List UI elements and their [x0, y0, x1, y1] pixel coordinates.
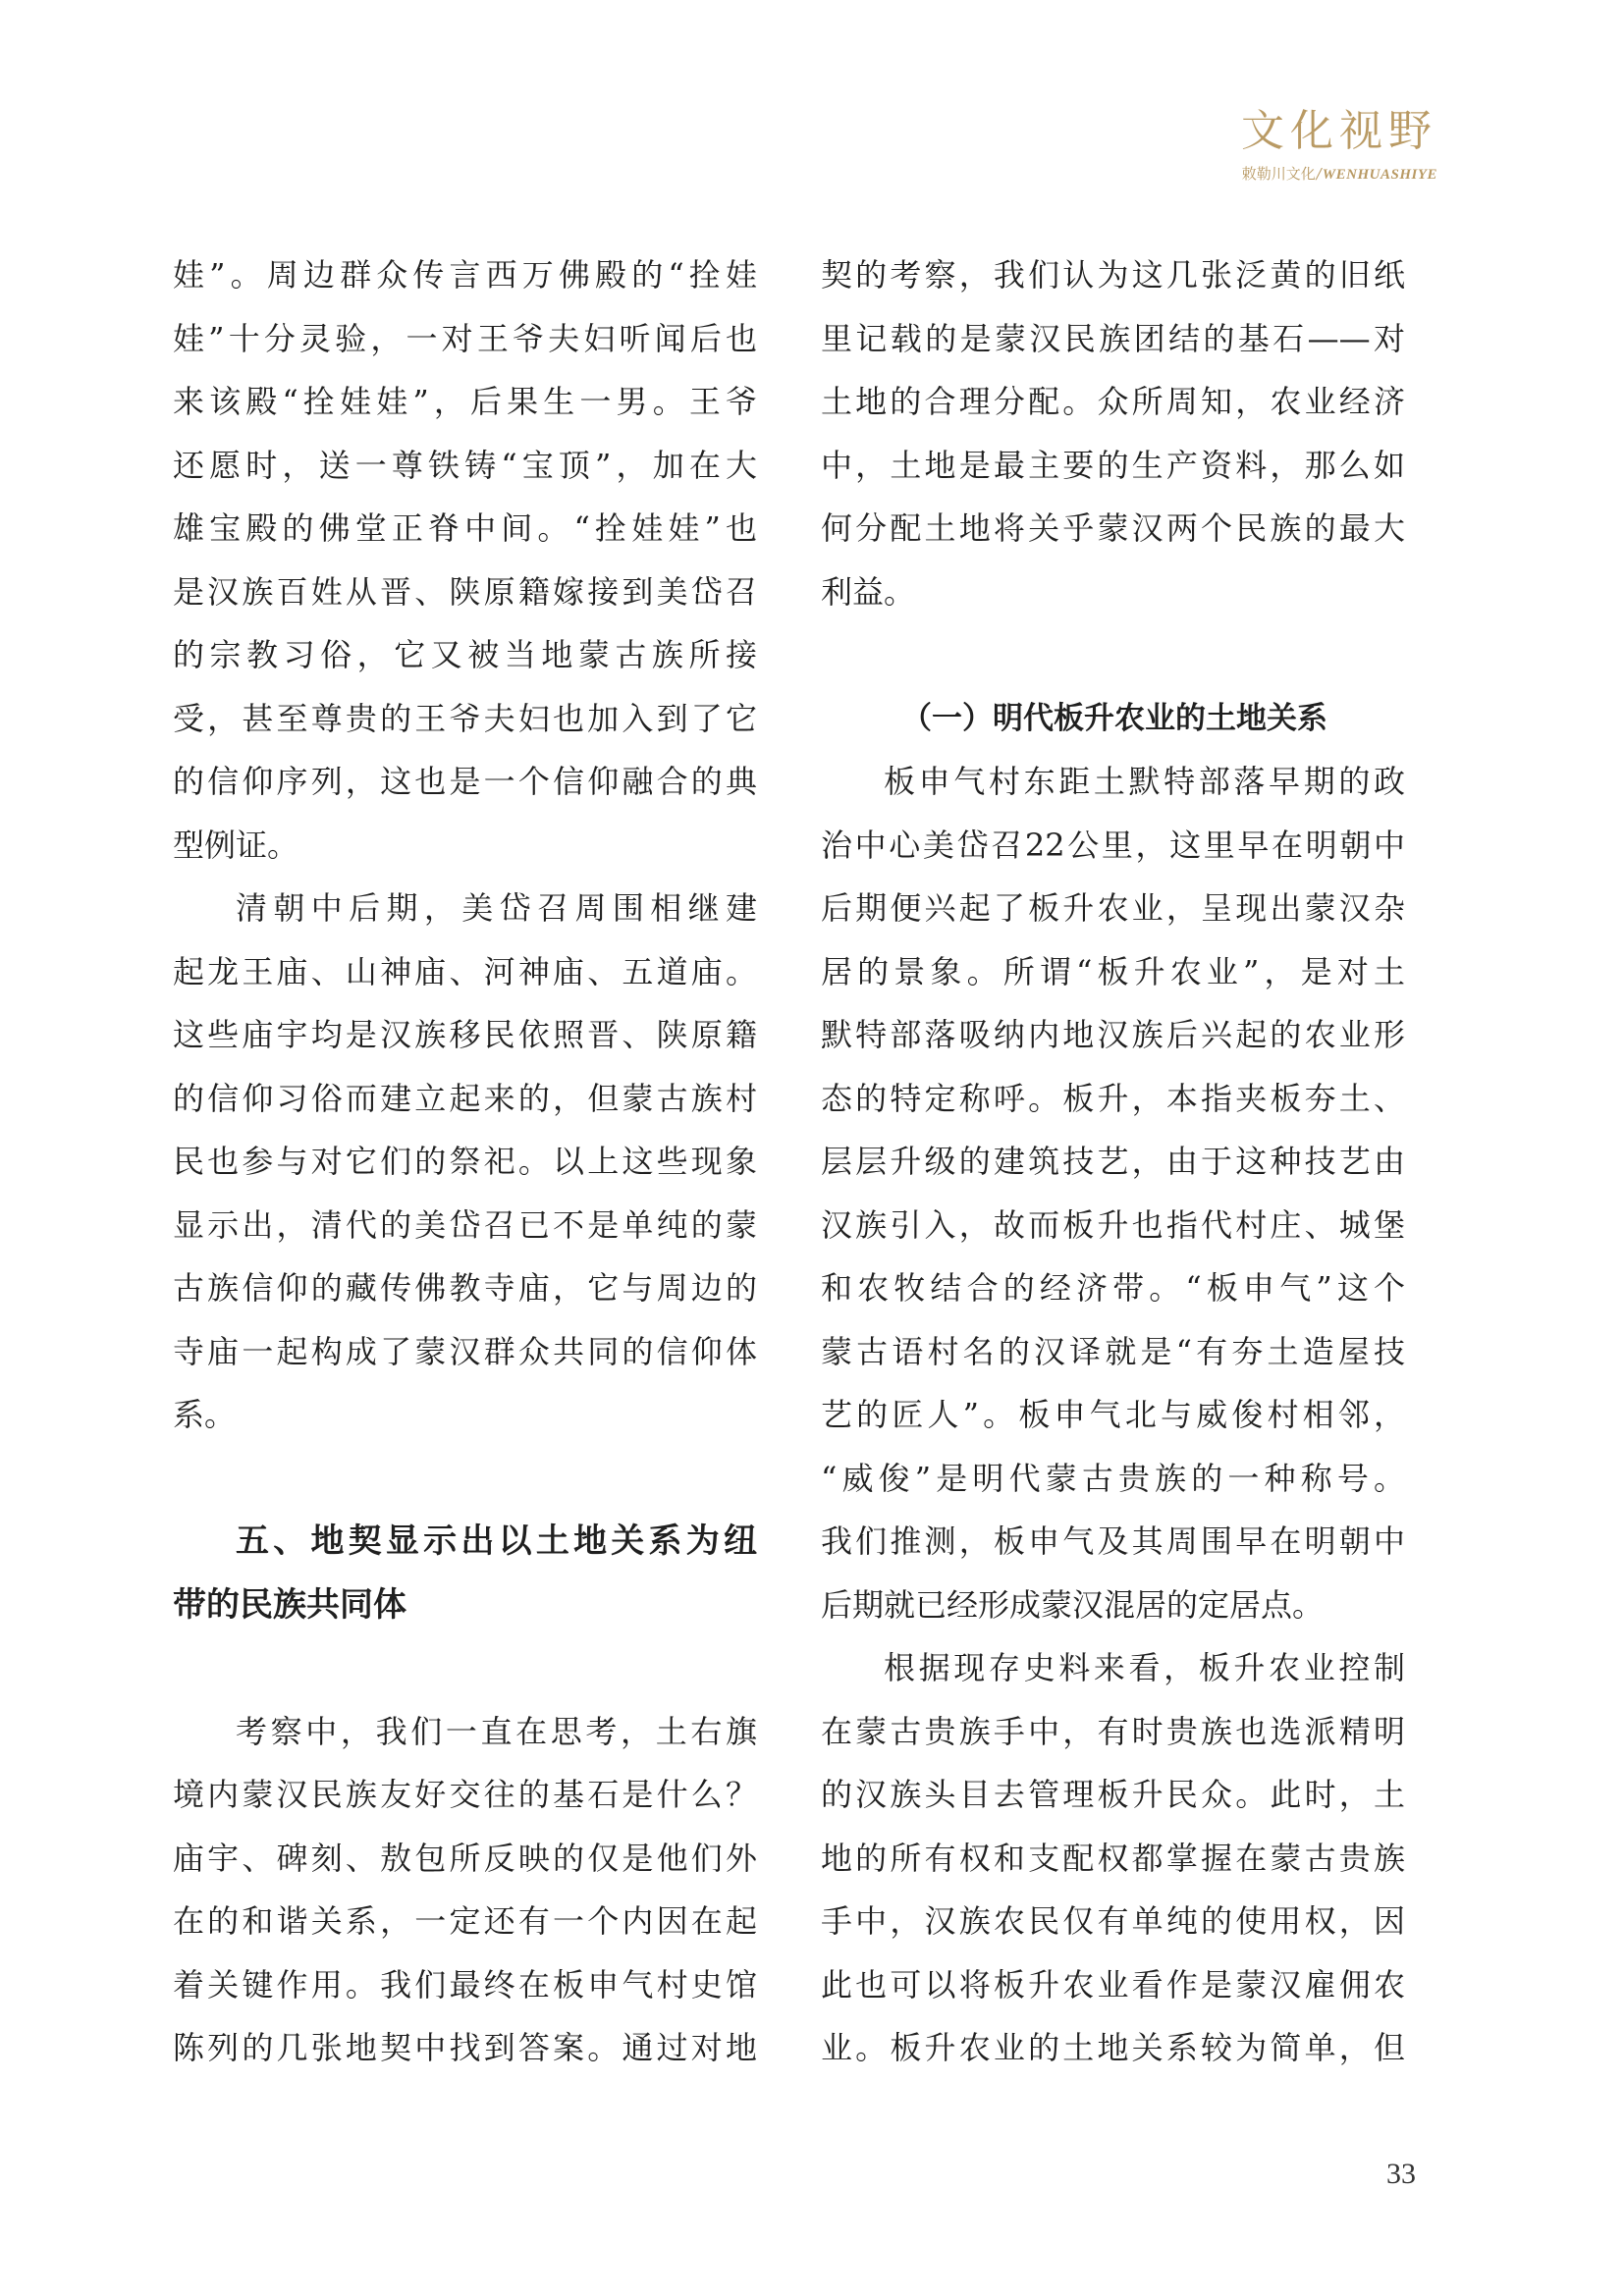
text-line: 清朝中后期，美岱召周围相继建 — [236, 889, 757, 927]
text-line: 受，甚至尊贵的王爷夫妇也加入到了它 — [173, 699, 757, 737]
text-line: 态的特定称呼。板升，本指夹板夯土、 — [821, 1079, 1405, 1117]
text-line: 地的所有权和支配权都掌握在蒙古贵族 — [821, 1839, 1405, 1877]
text-line: 里记载的是蒙汉民族团结的基石——对 — [821, 319, 1405, 357]
text-line: 陈列的几张地契中找到答案。通过对地 — [173, 2029, 757, 2066]
text-line: 居的景象。所谓“板升农业”，是对土 — [821, 952, 1405, 990]
text-line: 默特部落吸纳内地汉族后兴起的农业形 — [821, 1016, 1405, 1053]
text-line: 汉族引入，故而板升也指代村庄、城堡 — [821, 1205, 1405, 1244]
text-line: 在的和谐关系，一定还有一个内因在起 — [173, 1902, 757, 1940]
text-line: 业。板升农业的土地关系较为简单，但 — [821, 2029, 1405, 2066]
text-line: 和农牧结合的经济带。“板申气”这个 — [821, 1269, 1405, 1307]
text-line: 板申气村东距土默特部落早期的政 — [884, 763, 1405, 800]
text-line: 寺庙一起构成了蒙汉群众共同的信仰体 — [173, 1332, 757, 1370]
text-line: 娃”十分灵验，一对王爷夫妇听闻后也 — [173, 319, 757, 357]
paragraph — [173, 877, 757, 1447]
subtitle-en: WENHUASHIYE — [1322, 167, 1437, 183]
text-line: 土地的合理分配。众所周知，农业经济 — [821, 383, 1405, 420]
text-line: 系。 — [173, 1396, 237, 1433]
text-line: 雄宝殿的佛堂正脊中间。“拴娃娃”也 — [173, 509, 757, 547]
section-title: 文化视野 — [1241, 106, 1437, 156]
spacer — [821, 623, 1405, 687]
paragraph — [821, 750, 1405, 1636]
text-line: 中，土地是最主要的生产资料，那么如 — [821, 446, 1405, 484]
text-line: 层层升级的建筑技艺，由于这种技艺由 — [821, 1143, 1405, 1180]
text-line: 还愿时，送一尊铁铸“宝顶”，加在大 — [173, 446, 757, 484]
text-line: 这些庙宇均是汉族移民依照晋、陕原籍 — [173, 1016, 757, 1053]
text-line: 的信仰习俗而建立起来的，但蒙古族村 — [173, 1079, 757, 1117]
text-line: 蒙古语村名的汉译就是“有夯土造屋技 — [821, 1332, 1405, 1370]
text-line: 治中心美岱召22公里，这里早在明朝中 — [821, 826, 1405, 864]
page-number: 33 — [1386, 2158, 1416, 2190]
text-line: 的信仰序列，这也是一个信仰融合的典 — [173, 763, 757, 800]
text-line: 是汉族百姓从晋、陕原籍嫁接到美岱召 — [173, 572, 757, 611]
text-line: 型例证。 — [173, 826, 299, 864]
text-line: 契的考察，我们认为这几张泛黄的旧纸 — [821, 256, 1405, 294]
text-line: 来该殿“拴娃娃”，后果生一男。王爷 — [173, 383, 757, 420]
section-heading — [173, 1510, 757, 1636]
text-line: 根据现存史料来看，板升农业控制 — [884, 1649, 1405, 1686]
text-line: 利益。 — [821, 572, 916, 611]
paragraph — [173, 243, 757, 877]
text-line: 此也可以将板升农业看作是蒙汉雇佣农 — [821, 1965, 1405, 2003]
text-line: 民也参与对它们的祭祀。以上这些现象 — [173, 1143, 757, 1180]
heading-line: 带的民族共同体 — [173, 1584, 406, 1625]
paragraph — [173, 1700, 757, 2080]
text-line: 考察中，我们一直在思考，土右旗 — [236, 1712, 757, 1750]
text-line: 着关键作用。我们最终在板申气村史馆 — [173, 1965, 757, 2003]
spacer — [173, 1447, 757, 1511]
text-line: 境内蒙汉民族友好交往的基石是什么？ — [173, 1776, 757, 1813]
heading-line: 五、地契显示出以土地关系为纽 — [236, 1522, 757, 1561]
subtitle-cn: 敕勒川文化 — [1241, 165, 1316, 183]
text-line: 何分配土地将关乎蒙汉两个民族的最大 — [821, 509, 1405, 547]
text-line: 后期就已经形成蒙汉混居的定居点。 — [821, 1585, 1325, 1624]
page-header — [1241, 106, 1437, 183]
text-line: 手中，汉族农民仅有单纯的使用权，因 — [821, 1902, 1405, 1940]
spacer — [173, 1636, 757, 1700]
text-line: “威俊”是明代蒙古贵族的一种称号。 — [821, 1459, 1405, 1497]
text-line: 起龙王庙、山神庙、河神庙、五道庙。 — [173, 952, 757, 990]
text-line: 古族信仰的藏传佛教寺庙，它与周边的 — [173, 1269, 757, 1307]
text-line: 后期便兴起了板升农业，呈现出蒙汉杂 — [821, 889, 1405, 927]
text-line: 的汉族头目去管理板升民众。此时，土 — [821, 1776, 1405, 1813]
left-column — [173, 243, 757, 2080]
text-line: 在蒙古贵族手中，有时贵族也选派精明 — [821, 1712, 1405, 1750]
text-line: 我们推测，板申气及其周围早在明朝中 — [821, 1522, 1405, 1560]
section-subtitle — [1241, 167, 1437, 183]
subtitle-slash: / — [1316, 165, 1322, 183]
text-line: 的宗教习俗，它又被当地蒙古族所接 — [173, 636, 757, 673]
text-line: 显示出，清代的美岱召已不是单纯的蒙 — [173, 1205, 757, 1244]
right-column — [821, 243, 1405, 2080]
text-line: 艺的匠人”。板申气北与威俊村相邻， — [821, 1396, 1405, 1433]
text-line: 娃”。周边群众传言西万佛殿的“拴娃 — [173, 256, 757, 294]
text-line: 庙宇、碑刻、敖包所反映的仅是他们外 — [173, 1839, 757, 1877]
paragraph — [821, 1636, 1405, 2080]
paragraph — [821, 243, 1405, 623]
subsection-heading: （一）明代板升农业的土地关系 — [901, 700, 1327, 736]
